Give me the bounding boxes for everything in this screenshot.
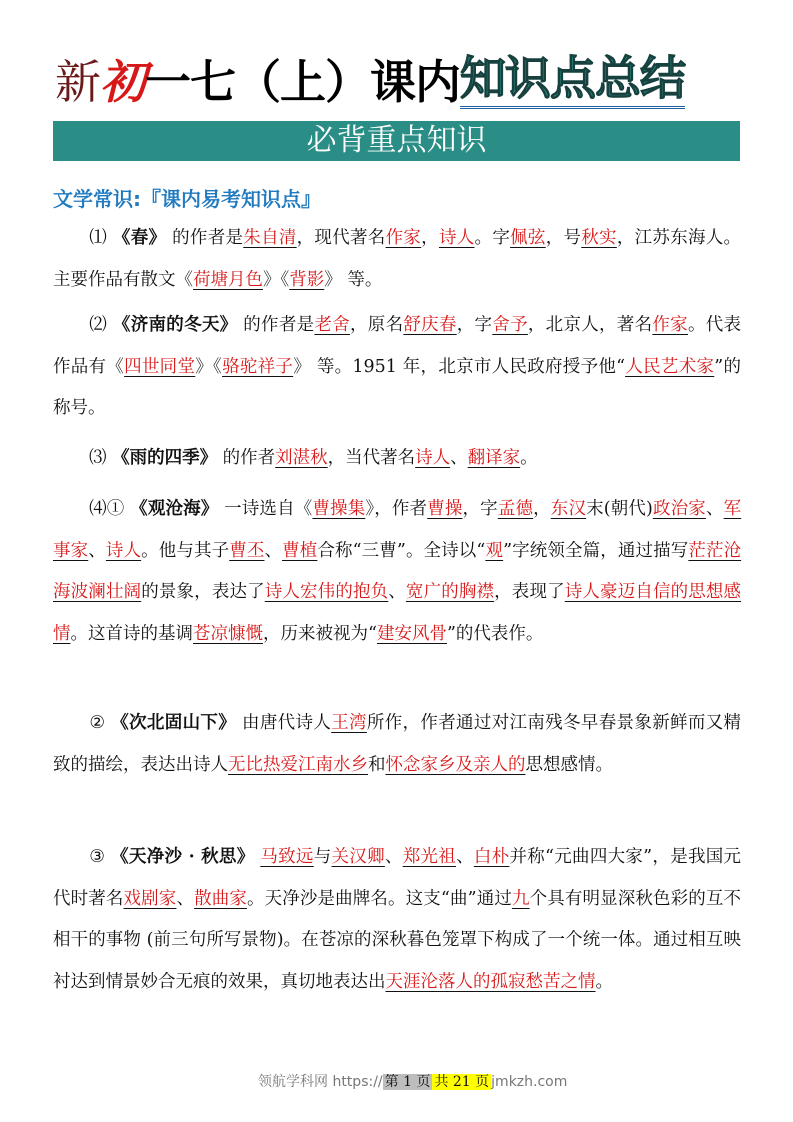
text-segment: ，当代著名 (327, 448, 416, 468)
text-segment: 与 (313, 847, 332, 867)
section-banner: 必背重点知识 (53, 121, 740, 161)
text-segment: 、 (388, 582, 406, 602)
text-segment: ，字 (456, 315, 493, 335)
text-segment: ⑵ (89, 315, 113, 335)
keyword-answer: 骆驼祥子 (222, 356, 294, 377)
keyword-answer: 秋实 (581, 228, 617, 248)
work-title: 《观沧海》 (130, 499, 219, 519)
keyword-answer: 背影 (289, 269, 325, 290)
text-segment: ，表现了 (494, 582, 565, 602)
paragraph-2 (53, 305, 741, 430)
keyword-answer: 朱自清 (243, 228, 297, 248)
keyword-answer: 九 (511, 888, 530, 909)
text-segment: ”的称号。 (53, 356, 741, 418)
paragraph-4 (53, 489, 741, 655)
page-total: 共 21 页 (434, 1074, 490, 1090)
keyword-answer: 政治家 (652, 499, 706, 519)
keyword-answer: 曹操集 (312, 499, 366, 519)
paragraph-3 (53, 438, 741, 480)
work-title: 《雨的四季》 (112, 448, 218, 468)
text-segment: 合称“三曹”。全诗以“ (317, 540, 486, 561)
keyword-answer: 人民艺术家 (625, 356, 715, 377)
text-segment: 的作者 (217, 448, 276, 468)
text-segment: 、 (176, 888, 195, 909)
work-title: 《济南的冬天》 (112, 315, 238, 335)
text-segment: ， (533, 499, 551, 519)
text-segment: 、 (384, 847, 403, 867)
text-segment: 由唐代诗人 (236, 713, 332, 733)
text-segment: 一诗选自《 (218, 499, 313, 519)
text-segment: 》，作者 (365, 499, 428, 519)
paragraph-6 (53, 837, 741, 1003)
text-segment: 、 (264, 540, 283, 561)
keyword-answer: 苍凉慷慨 (193, 623, 263, 644)
keyword-answer: 怀念家乡及亲人的 (385, 754, 526, 775)
text-segment: 和 (368, 754, 386, 775)
title-part-1: 新 (55, 55, 100, 109)
section-heading: 文学常识:『课内易考知识点』 (53, 187, 321, 211)
text-segment: 、 (705, 499, 724, 519)
keyword-answer: 诗人 (105, 540, 142, 561)
title-part-3: 一七（上）课内 (145, 55, 460, 109)
text-segment: ，现代著名 (296, 228, 386, 248)
text-segment: ，江苏东海人。主要作品有散文《 (53, 228, 742, 290)
keyword-answer: 诗人豪迈自信的思想感情 (53, 582, 742, 644)
title-part-2: 初 (100, 55, 145, 109)
keyword-answer: 宽广的胸襟 (405, 582, 495, 602)
text-segment: 的景象，表达了 (141, 582, 265, 602)
text-segment: ，号 (545, 228, 582, 248)
text-segment: 并称“元曲四大家”，是我国元代时著名 (53, 847, 742, 909)
keyword-answer: 诗人 (415, 448, 451, 468)
text-segment: ，北京人，著名 (527, 315, 653, 335)
text-segment: ，历来被视为“ (263, 623, 377, 644)
text-segment: 的作者是 (237, 315, 315, 335)
keyword-answer: 曹丕 (229, 540, 265, 561)
text-segment: ”字统领全篇，通过描写 (503, 540, 689, 561)
keyword-answer: 荷塘月色 (193, 269, 263, 290)
text-segment: 。字 (474, 228, 511, 248)
keyword-answer: 佩弦 (510, 228, 546, 248)
text-segment: 、 (88, 540, 106, 561)
paragraph-1 (53, 218, 741, 301)
watermark-left: 领航学科网 https:// (258, 1074, 383, 1090)
text-segment: 》 等。1951 年，北京市人民政府授予他“ (293, 356, 626, 377)
text-segment: 。 (520, 448, 538, 468)
text-segment: ⑷① (89, 499, 131, 519)
keyword-answer: 舍予 (492, 315, 528, 335)
text-segment: 。 (595, 971, 613, 992)
text-segment: ③ (89, 847, 112, 867)
text-segment: 》《 (195, 356, 223, 377)
text-segment: 。天净沙是曲牌名。这支“曲”通过 (246, 888, 512, 909)
text-segment: 末(朝代) (586, 499, 653, 519)
keyword-answer: 观 (485, 540, 504, 561)
text-segment: ⑴ (89, 228, 113, 248)
text-segment: 》《 (263, 269, 290, 290)
keyword-answer: 东汉 (550, 499, 587, 519)
keyword-answer: 茫茫沧海波澜壮阔 (53, 540, 742, 602)
keyword-answer: 建安风骨 (376, 623, 447, 644)
keyword-answer: 作家 (652, 315, 688, 335)
keyword-answer: 散曲家 (194, 888, 247, 909)
keyword-answer: 军事家 (53, 499, 742, 561)
keyword-answer: 王湾 (331, 713, 367, 733)
keyword-answer: 曹操 (427, 499, 463, 519)
keyword-answer: 四世同堂 (124, 356, 196, 377)
keyword-answer: 老舍 (314, 315, 350, 335)
keyword-answer: 白朴 (473, 847, 510, 867)
text-segment: ， (421, 228, 439, 248)
work-title: 《春》 (112, 228, 167, 248)
text-segment: ⑶ (89, 448, 113, 468)
text-segment: 、 (456, 847, 474, 867)
text-segment: 。代表作品有《 (53, 315, 742, 377)
text-segment: 、 (450, 448, 468, 468)
page-number: 第 1 页 (384, 1074, 431, 1090)
text-segment: 所作，作者通过对江南残冬早春景象新鲜而又精致的描绘，表达出诗人 (53, 713, 742, 775)
keyword-answer: 孟德 (497, 499, 534, 519)
keyword-answer: 曹植 (282, 540, 318, 561)
watermark-right: jmkzh.com (491, 1074, 568, 1090)
paragraph-5 (53, 703, 741, 786)
title-part-4: 知识点总结 (460, 50, 685, 109)
text-segment: ”的代表作。 (446, 623, 544, 644)
keyword-answer: 关汉卿 (331, 847, 385, 867)
keyword-answer: 舒庆春 (403, 315, 457, 335)
text-segment: 。他与其子 (141, 540, 230, 561)
text-segment: 思想感情。 (525, 754, 613, 775)
keyword-answer: 作家 (385, 228, 422, 248)
text-segment: ，原名 (350, 315, 404, 335)
page-footer (258, 1071, 567, 1091)
work-title: 《次北固山下》 (111, 713, 237, 733)
text-segment: 》 等。 (324, 269, 383, 290)
keyword-answer: 戏剧家 (123, 888, 177, 909)
text-segment: 的作者是 (166, 228, 244, 248)
text-segment: ② (89, 713, 112, 733)
text-segment: ，字 (462, 499, 498, 519)
text-segment: 个具有明显深秋色彩的互不相干的事物 (前三句所写景物)。在苍凉的深秋暮色笼罩下构成了一个统一体。通过相互映衬达到情景妙合无痕的效果，真切地表达出 (53, 888, 742, 992)
keyword-answer: 翻译家 (467, 448, 521, 468)
keyword-answer: 刘湛秋 (275, 448, 328, 468)
work-title: 《天净沙 · 秋思》 (111, 847, 255, 867)
keyword-answer: 无比热爱江南水乡 (228, 754, 368, 775)
text-segment: 。这首诗的基调 (70, 623, 193, 644)
keyword-answer: 诗人 (438, 228, 475, 248)
keyword-answer: 天涯沦落人的孤寂愁苦之情 (385, 971, 596, 992)
keyword-answer: 郑光祖 (402, 847, 457, 867)
page-title (55, 46, 745, 112)
keyword-answer: 马致远 (260, 847, 314, 867)
keyword-answer: 诗人宏伟的抱负 (264, 582, 389, 602)
